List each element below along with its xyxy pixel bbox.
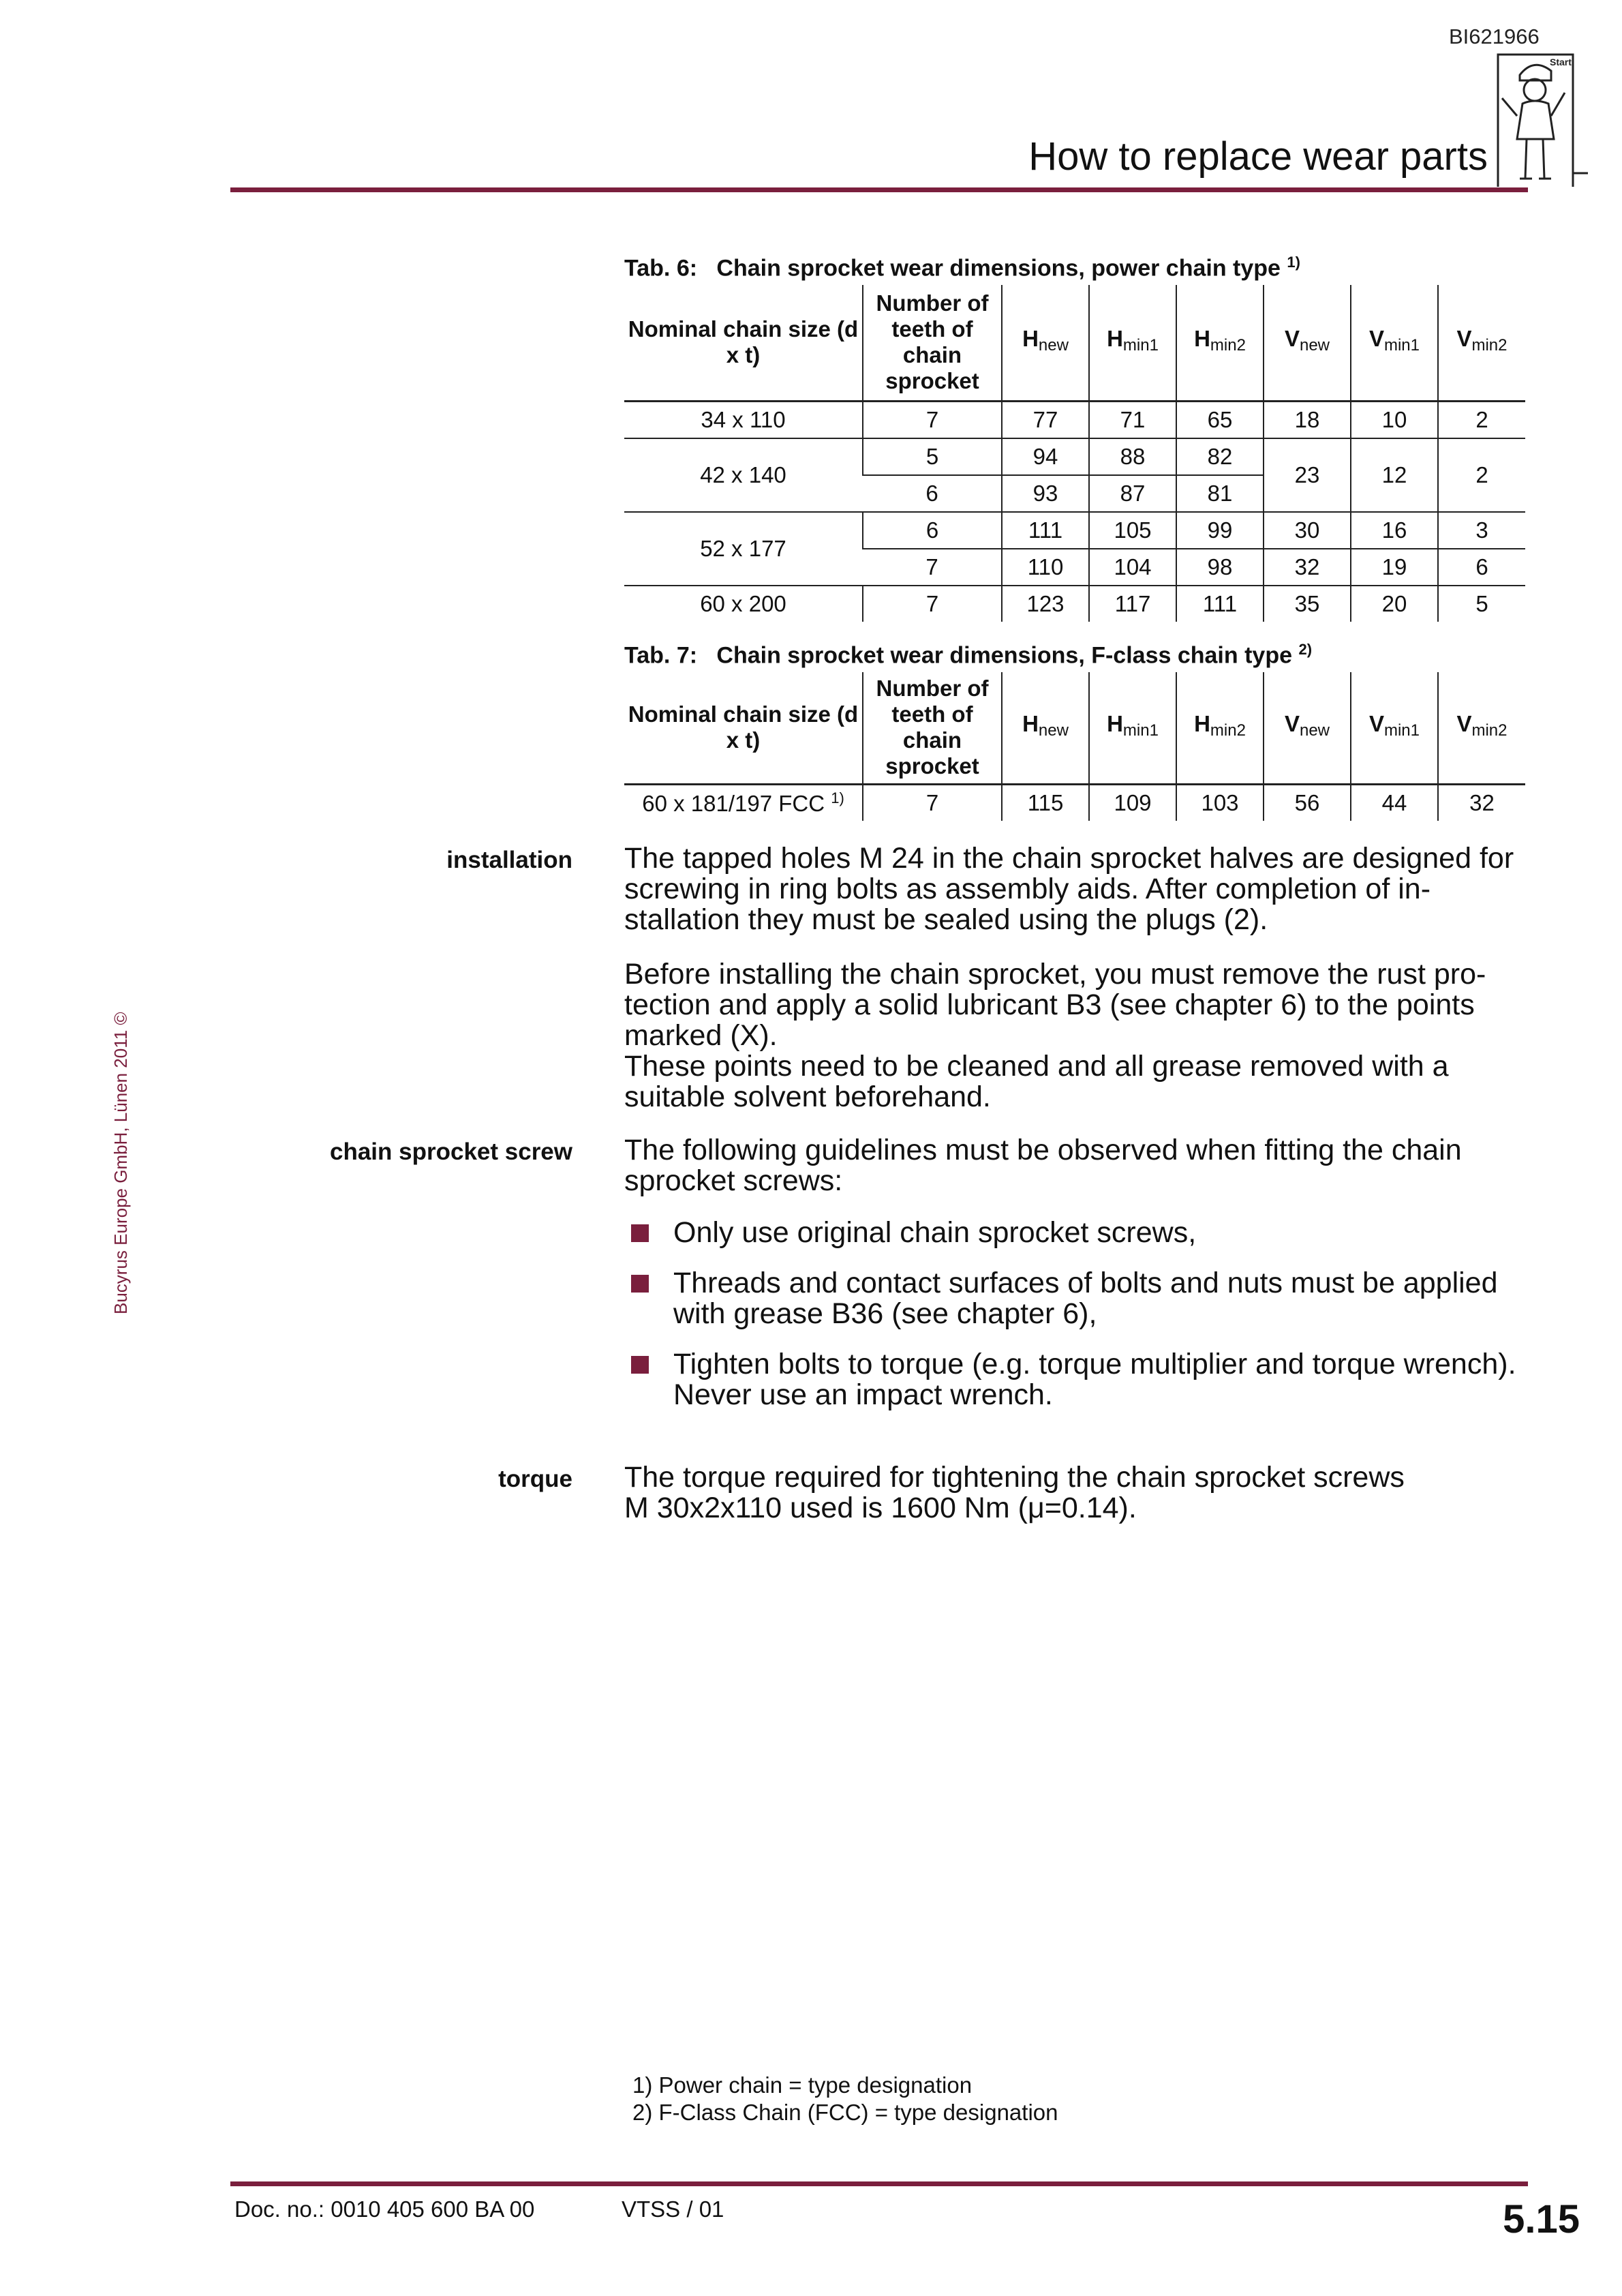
table7-header-row: [624, 672, 1525, 784]
cell-teeth: 7: [863, 784, 1002, 821]
bullet-text: Only use original chain sprocket screws,: [673, 1216, 1197, 1249]
cell-vmin2: 6: [1438, 549, 1525, 586]
worker-start-icon: [1493, 50, 1588, 187]
cell-hmin2: 99: [1176, 512, 1264, 549]
header-h-min1: $H_{min1}$: [1089, 285, 1176, 401]
footnote-2: 2) F-Class Chain (FCC) = type designation: [632, 2100, 1058, 2125]
installation-paragraph-2: Before installing the chain sprocket, you must remove the rust pro-tection and apply a solid lubricant B3 (see chapter 6) to the points marked (X).: [624, 958, 1486, 1052]
header-nominal-size: Nominal chain size (d x t): [624, 285, 863, 401]
cell-vmin2: 5: [1438, 586, 1525, 622]
cell-vmin2: 2: [1438, 438, 1525, 512]
cell-teeth: 7: [863, 401, 1002, 438]
cell-hmin1: 105: [1089, 512, 1176, 549]
page-number: 5.15: [1503, 2197, 1580, 2241]
table-row: [624, 512, 1525, 549]
torque-line-2: M 30x2x110 used is 1600 Nm (μ=0.14).: [624, 1492, 1137, 1524]
cell-teeth: 6: [863, 475, 1002, 512]
cell-size: 60 x 200: [700, 590, 786, 616]
cell-vnew: 32: [1264, 549, 1351, 586]
table6-caption-ref: 1): [1287, 254, 1300, 271]
footer-rule: [230, 2181, 1528, 2186]
header-v-min1: $V_{min1}$: [1351, 285, 1438, 401]
cell-teeth: 7: [863, 549, 1002, 586]
table-row: [624, 586, 1525, 622]
cell-hnew: 123: [1002, 586, 1089, 622]
table-row: [624, 438, 1525, 475]
table6-header-row: [624, 285, 1525, 401]
cell-teeth: 7: [863, 586, 1002, 622]
header-teeth: Number of teeth of chain sprocket: [863, 285, 1002, 401]
cell-hmin2: 65: [1176, 401, 1264, 438]
header-h-min2: $H_{min2}$: [1176, 285, 1264, 401]
cell-hnew: 115: [1002, 784, 1089, 821]
bullet-text: Threads and contact surfaces of bolts and nuts must be applied with grease B36 (see chapter 6),: [673, 1267, 1498, 1330]
bullet-square-icon: [631, 1275, 649, 1293]
cell-vnew: 56: [1264, 784, 1351, 821]
label-chain-sprocket-screw: chain sprocket screw: [330, 1138, 572, 1165]
cell-hnew: 77: [1002, 401, 1089, 438]
cell-hnew: 110: [1002, 549, 1089, 586]
table-row: [624, 784, 1525, 821]
bullet-item: [624, 1349, 1531, 1410]
cell-hmin2: 98: [1176, 549, 1264, 586]
cell-vmin1: 20: [1351, 586, 1438, 622]
table6-caption-prefix: Tab. 6:: [624, 255, 698, 282]
cell-hmin1: 87: [1089, 475, 1176, 512]
bullet-text: Tighten bolts to torque (e.g. torque multiplier and torque wrench).: [673, 1348, 1516, 1380]
page-title: How to replace wear parts: [1028, 134, 1488, 179]
cell-hmin1: 109: [1089, 784, 1176, 821]
cell-hmin1: 88: [1089, 438, 1176, 475]
cell-hmin1: 71: [1089, 401, 1176, 438]
cell-size: 34 x 110: [624, 401, 863, 438]
bullet-subtext: Never use an impact wrench.: [673, 1378, 1053, 1411]
cell-size: 42 x 140: [624, 438, 863, 512]
cell-vmin1: 10: [1351, 401, 1438, 438]
table-row: [624, 401, 1525, 438]
screw-intro: The following guidelines must be observed when fitting the chain sprocket screws:: [624, 1134, 1462, 1197]
table7-caption-prefix: Tab. 7:: [624, 642, 698, 669]
bullet-item: [624, 1218, 1531, 1248]
bullet-square-icon: [631, 1224, 649, 1242]
table7: [624, 672, 1525, 821]
start-label: Start: [1550, 57, 1572, 67]
cell-hnew: 111: [1002, 512, 1089, 549]
cell-vmin1: 12: [1351, 438, 1438, 512]
header-v-new: $V_{new}$: [1264, 672, 1351, 784]
bullet-square-icon: [631, 1356, 649, 1374]
copyright-notice: Bucyrus Europe GmbH, Lünen 2011 ©: [110, 1012, 131, 1314]
cell-hmin2: 103: [1176, 784, 1264, 821]
cell-size: 52 x 177: [624, 512, 863, 586]
cell-vmin1: 19: [1351, 549, 1438, 586]
cell-vnew: 18: [1264, 401, 1351, 438]
cell-size: 60 x 181/197 FCC $^{1)}$: [642, 789, 844, 816]
table7-caption: [624, 641, 1312, 669]
header-v-min2: $V_{min2}$: [1438, 285, 1525, 401]
header-nominal-size: Nominal chain size (d x t): [624, 672, 863, 784]
installation-paragraph-3: These points need to be cleaned and all grease removed with a suitable solvent beforehand.: [624, 1050, 1449, 1113]
label-torque: torque: [498, 1466, 572, 1492]
bullet-item: [624, 1268, 1531, 1329]
cell-hmin2: 111: [1176, 586, 1264, 622]
header-h-min1: $H_{min1}$: [1089, 672, 1176, 784]
cell-hnew: 94: [1002, 438, 1089, 475]
cell-hmin2: 81: [1176, 475, 1264, 512]
cell-vmin1: 44: [1351, 784, 1438, 821]
cell-vnew: 23: [1264, 438, 1351, 512]
cell-vnew: 35: [1264, 586, 1351, 622]
table6-caption: [624, 254, 1300, 282]
cell-vnew: 30: [1264, 512, 1351, 549]
footnote-1: 1) Power chain = type designation: [632, 2072, 973, 2098]
header-v-new: $V_{new}$: [1264, 285, 1351, 401]
cell-teeth: 6: [863, 512, 1002, 549]
table7-caption-ref: 2): [1298, 641, 1313, 658]
cell-hnew: 93: [1002, 475, 1089, 512]
cell-vmin2: 32: [1438, 784, 1525, 821]
label-installation: installation: [446, 847, 572, 873]
cell-hmin1: 117: [1089, 586, 1176, 622]
installation-paragraph-1: The tapped holes M 24 in the chain sprocket halves are designed for screwing in ring bolts as assembly aids. After completion of in-stallation they must be sealed using the plugs (2).: [624, 842, 1514, 936]
cell-vmin1: 16: [1351, 512, 1438, 549]
header-rule: [230, 187, 1528, 192]
header-v-min1: $V_{min1}$: [1351, 672, 1438, 784]
cell-vmin2: 2: [1438, 401, 1525, 438]
header-teeth: Number of teeth of chain sprocket: [863, 672, 1002, 784]
table7-caption-text: Chain sprocket wear dimensions, F-class chain type: [716, 642, 1292, 669]
version-code: VTSS / 01: [622, 2196, 724, 2222]
cell-vmin2: 3: [1438, 512, 1525, 549]
header-h-new: $H_{new}$: [1002, 672, 1089, 784]
document-number: Doc. no.: 0010 405 600 BA 00: [234, 2196, 535, 2222]
cell-hmin2: 82: [1176, 438, 1264, 475]
header-h-min2: $H_{min2}$: [1176, 672, 1264, 784]
header-v-min2: $V_{min2}$: [1438, 672, 1525, 784]
table6: [624, 285, 1525, 622]
cell-teeth: 5: [863, 438, 1002, 475]
table6-caption-text: Chain sprocket wear dimensions, power chain type: [716, 255, 1281, 282]
header-h-new: $H_{new}$: [1002, 285, 1089, 401]
document-id: BI621966: [1449, 25, 1540, 48]
cell-hmin1: 104: [1089, 549, 1176, 586]
torque-line-1: The torque required for tightening the chain sprocket screws: [624, 1461, 1405, 1494]
